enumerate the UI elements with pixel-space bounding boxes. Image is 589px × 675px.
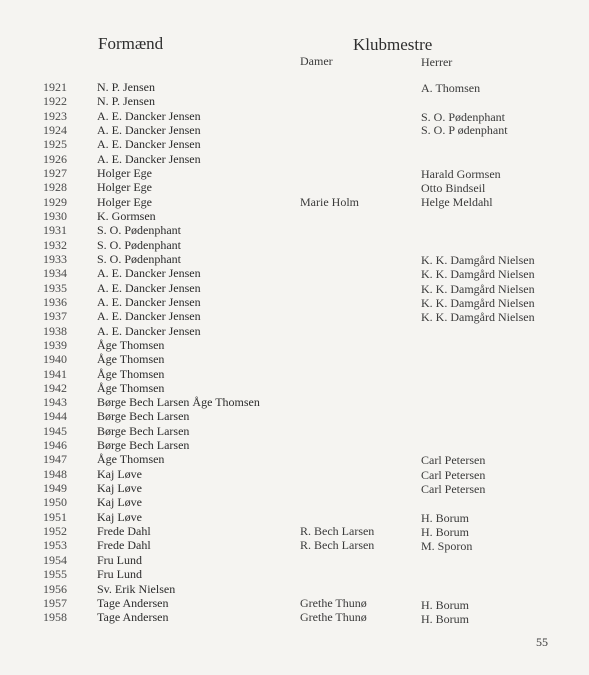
herrer-cell: Carl Petersen: [421, 468, 486, 482]
year-cell: 1925: [43, 137, 67, 151]
formand-cell: Kaj Løve: [97, 495, 142, 509]
subheading-herrer: Herrer: [421, 55, 453, 69]
formand-cell: N. P. Jensen: [97, 80, 156, 94]
table-row: [0, 281, 589, 295]
formand-cell: Tage Andersen: [97, 596, 169, 610]
year-cell: 1953: [43, 538, 67, 552]
year-cell: 1926: [43, 152, 67, 166]
herrer-cell: H. Borum: [421, 598, 469, 612]
formand-cell: Børge Bech Larsen Åge Thomsen: [97, 395, 260, 409]
formand-cell: Åge Thomsen: [97, 338, 165, 352]
formand-cell: A. E. Dancker Jensen: [97, 109, 201, 123]
herrer-cell: Otto Bindseil: [421, 181, 486, 195]
table-row: [0, 524, 589, 538]
year-cell: 1930: [43, 209, 67, 223]
heading-klubmestre: Klubmestre: [353, 35, 433, 54]
year-cell: 1939: [43, 338, 67, 352]
herrer-cell: Carl Petersen: [421, 453, 486, 467]
year-cell: 1923: [43, 109, 67, 123]
formand-cell: Holger Ege: [97, 166, 152, 180]
table-row: [0, 324, 589, 338]
table-row: [0, 266, 589, 280]
table-row: [0, 481, 589, 495]
year-cell: 1928: [43, 180, 67, 194]
year-cell: 1945: [43, 424, 67, 438]
formand-cell: Holger Ege: [97, 180, 152, 194]
table-row: [0, 137, 589, 151]
table-row: [0, 538, 589, 552]
formand-cell: A. E. Dancker Jensen: [97, 295, 201, 309]
table-row: [0, 80, 589, 94]
formand-cell: Kaj Løve: [97, 481, 142, 495]
table-row: [0, 252, 589, 266]
formand-cell: Holger Ege: [97, 195, 152, 209]
year-cell: 1944: [43, 409, 67, 423]
year-cell: 1954: [43, 553, 67, 567]
year-cell: 1924: [43, 123, 67, 137]
formand-cell: A. E. Dancker Jensen: [97, 266, 201, 280]
table-row: [0, 94, 589, 108]
formand-cell: Børge Bech Larsen: [97, 424, 190, 438]
table-row: [0, 309, 589, 323]
herrer-cell: K. K. Damgård Nielsen: [421, 296, 535, 310]
herrer-cell: A. Thomsen: [421, 81, 481, 95]
herrer-cell: S. O. Pødenphant: [421, 110, 505, 124]
year-cell: 1946: [43, 438, 67, 452]
formand-cell: A. E. Dancker Jensen: [97, 281, 201, 295]
herrer-cell: Carl Petersen: [421, 482, 486, 496]
year-cell: 1937: [43, 309, 67, 323]
formand-cell: Sv. Erik Nielsen: [97, 582, 176, 596]
formand-cell: Børge Bech Larsen: [97, 409, 190, 423]
table-row: [0, 338, 589, 352]
herrer-cell: K. K. Damgård Nielsen: [421, 267, 535, 281]
year-cell: 1931: [43, 223, 67, 237]
table-row: [0, 395, 589, 409]
table-row: [0, 123, 589, 137]
formand-cell: S. O. Pødenphant: [97, 252, 181, 266]
year-cell: 1958: [43, 610, 67, 624]
herrer-cell: K. K. Damgård Nielsen: [421, 310, 535, 324]
heading-formaend: Formænd: [98, 34, 164, 53]
herrer-cell: Harald Gormsen: [421, 167, 501, 181]
damer-cell: R. Bech Larsen: [300, 524, 375, 538]
year-cell: 1940: [43, 352, 67, 366]
year-cell: 1932: [43, 238, 67, 252]
table-row: [0, 567, 589, 581]
page-number: 55: [536, 635, 548, 649]
year-cell: 1941: [43, 367, 67, 381]
year-cell: 1948: [43, 467, 67, 481]
table-row: [0, 409, 589, 423]
year-cell: 1942: [43, 381, 67, 395]
table-row: [0, 610, 589, 624]
herrer-cell: H. Borum: [421, 525, 469, 539]
formand-cell: Tage Andersen: [97, 610, 169, 624]
formand-cell: A. E. Dancker Jensen: [97, 123, 201, 137]
table-row: [0, 166, 589, 180]
table-row: [0, 195, 589, 209]
table-row: [0, 438, 589, 452]
formand-cell: Børge Bech Larsen: [97, 438, 190, 452]
year-cell: 1933: [43, 252, 67, 266]
formand-cell: Åge Thomsen: [97, 352, 165, 366]
table-row: [0, 381, 589, 395]
table-row: [0, 180, 589, 194]
table-row: [0, 452, 589, 466]
table-row: [0, 596, 589, 610]
table-row: [0, 109, 589, 123]
damer-cell: Marie Holm: [300, 195, 359, 209]
table-row: [0, 223, 589, 237]
table-row: [0, 424, 589, 438]
year-cell: 1943: [43, 395, 67, 409]
formand-cell: Frede Dahl: [97, 538, 151, 552]
table-row: [0, 467, 589, 481]
table-row: [0, 209, 589, 223]
table-row: [0, 495, 589, 509]
table-row: [0, 582, 589, 596]
damer-cell: Grethe Thunø: [300, 596, 367, 610]
year-cell: 1938: [43, 324, 67, 338]
table-row: [0, 295, 589, 309]
herrer-cell: K. K. Damgård Nielsen: [421, 282, 535, 296]
table-row: [0, 367, 589, 381]
year-cell: 1921: [43, 80, 67, 94]
formand-cell: Fru Lund: [97, 567, 142, 581]
formand-cell: A. E. Dancker Jensen: [97, 137, 201, 151]
formand-cell: Åge Thomsen: [97, 367, 165, 381]
table-row: [0, 553, 589, 567]
year-cell: 1935: [43, 281, 67, 295]
table-row: [0, 510, 589, 524]
year-cell: 1936: [43, 295, 67, 309]
table-row: [0, 352, 589, 366]
herrer-cell: H. Borum: [421, 511, 469, 525]
damer-cell: R. Bech Larsen: [300, 538, 375, 552]
formand-cell: Frede Dahl: [97, 524, 151, 538]
year-cell: 1955: [43, 567, 67, 581]
formand-cell: Kaj Løve: [97, 467, 142, 481]
year-cell: 1956: [43, 582, 67, 596]
formand-cell: Kaj Løve: [97, 510, 142, 524]
herrer-cell: K. K. Damgård Nielsen: [421, 253, 535, 267]
year-cell: 1951: [43, 510, 67, 524]
year-cell: 1947: [43, 452, 67, 466]
formand-cell: A. E. Dancker Jensen: [97, 152, 201, 166]
herrer-cell: M. Sporon: [421, 539, 473, 553]
year-cell: 1952: [43, 524, 67, 538]
herrer-cell: S. O. P ødenphant: [421, 123, 508, 137]
formand-cell: A. E. Dancker Jensen: [97, 324, 201, 338]
formand-cell: S. O. Pødenphant: [97, 238, 181, 252]
formand-cell: A. E. Dancker Jensen: [97, 309, 201, 323]
formand-cell: Åge Thomsen: [97, 381, 165, 395]
subheading-damer: Damer: [300, 54, 333, 68]
year-cell: 1927: [43, 166, 67, 180]
formand-cell: N. P. Jensen: [97, 94, 156, 108]
formand-cell: K. Gormsen: [97, 209, 156, 223]
herrer-cell: H. Borum: [421, 612, 469, 626]
table-row: [0, 238, 589, 252]
year-cell: 1950: [43, 495, 67, 509]
year-cell: 1949: [43, 481, 67, 495]
damer-cell: Grethe Thunø: [300, 610, 367, 624]
formand-cell: Fru Lund: [97, 553, 142, 567]
year-cell: 1957: [43, 596, 67, 610]
formand-cell: Åge Thomsen: [97, 452, 165, 466]
year-cell: 1929: [43, 195, 67, 209]
table-row: [0, 152, 589, 166]
herrer-cell: Helge Meldahl: [421, 195, 493, 209]
year-cell: 1922: [43, 94, 67, 108]
year-cell: 1934: [43, 266, 67, 280]
formand-cell: S. O. Pødenphant: [97, 223, 181, 237]
